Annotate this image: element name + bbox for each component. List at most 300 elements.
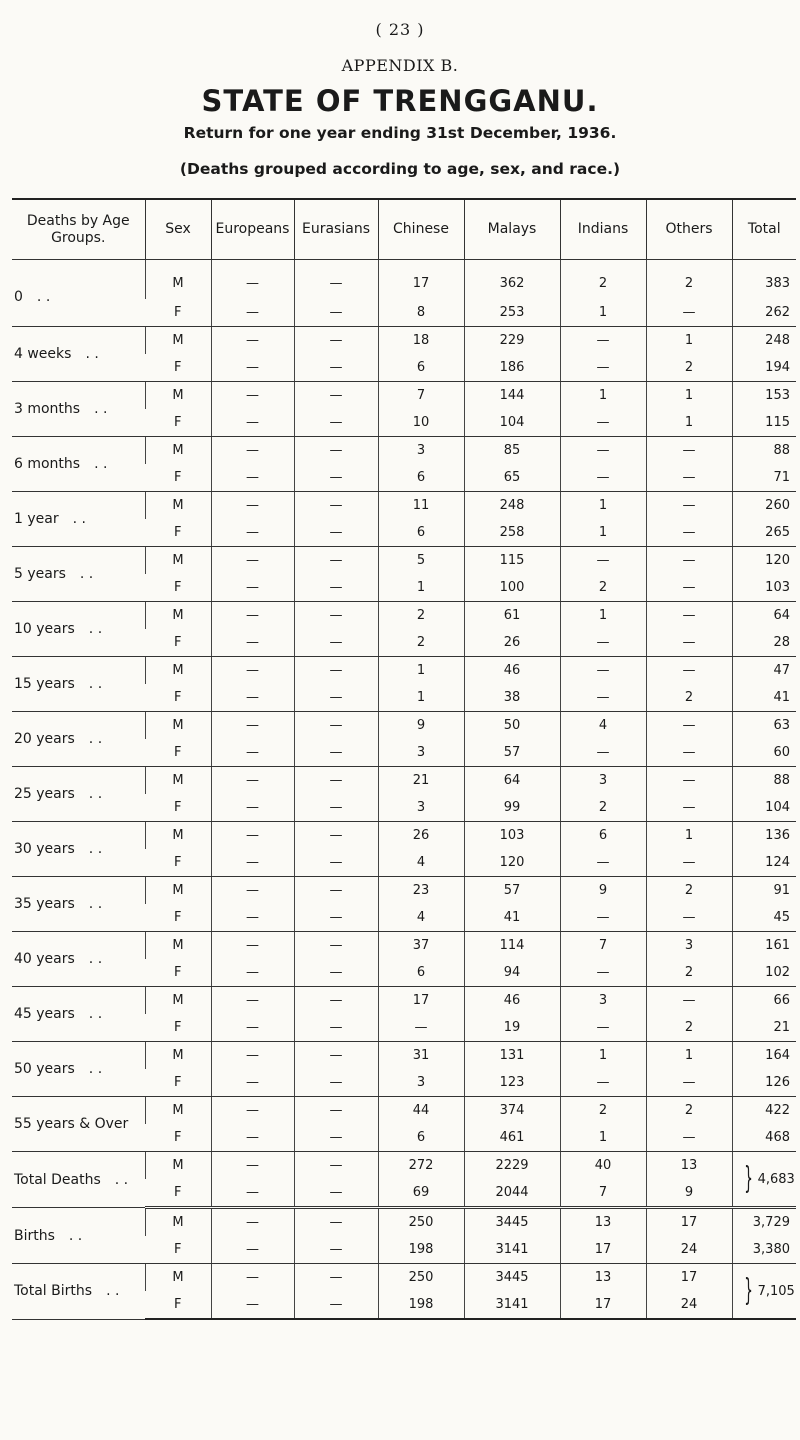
age-group-text: 15 years [14,676,75,692]
combined-total-value: 7,105 [757,1283,795,1299]
value-cell: 3 [378,437,464,465]
table-row [12,1152,796,1180]
age-group-label [12,1042,145,1097]
value-cell: 1 [560,1042,646,1070]
value-cell: 21 [732,1014,796,1042]
table-row [12,602,796,630]
value-cell: — [560,657,646,685]
value-cell: — [646,547,732,575]
age-group-text: 50 years [14,1061,75,1077]
table-row [12,1097,796,1125]
age-group-text: 20 years [14,731,75,747]
value-cell: 13 [560,1264,646,1292]
value-cell: — [211,437,294,465]
column-header: Total [732,199,796,260]
value-cell: 40 [560,1152,646,1180]
leader-dots: . . [88,1006,103,1022]
value-cell: 1 [560,519,646,547]
value-cell: — [211,519,294,547]
value-cell: 18 [378,327,464,355]
table-row [12,657,796,685]
value-cell: 38 [464,684,560,712]
value-cell: — [560,1069,646,1097]
value-cell: 57 [464,877,560,905]
sex-cell: M [145,547,211,575]
value-cell: 64 [464,767,560,795]
value-cell: — [211,849,294,877]
value-cell: — [211,904,294,932]
leader-dots: . . [72,511,86,527]
value-cell: — [211,327,294,355]
value-cell: 115 [464,547,560,575]
value-cell: — [211,260,294,300]
sex-cell: F [145,574,211,602]
value-cell: 115 [732,409,796,437]
age-group-text: 55 years & Over [14,1116,129,1132]
value-cell: 26 [464,629,560,657]
value-cell: 8 [378,299,464,327]
age-group-text: 25 years [14,786,75,802]
sex-cell: F [145,849,211,877]
value-cell: — [211,1124,294,1152]
value-cell: — [646,437,732,465]
age-group-text: 3 months [14,401,81,417]
value-cell: 2 [646,959,732,987]
sex-cell: M [145,712,211,740]
age-group-label [12,767,145,822]
value-cell: 17 [646,1264,732,1292]
value-cell: 85 [464,437,560,465]
value-cell: 194 [732,354,796,382]
combined-total-cell [732,1264,796,1320]
value-cell: 2 [646,1097,732,1125]
sex-cell: M [145,1264,211,1292]
value-cell: — [294,1291,378,1319]
page-number: ( 23 ) [375,20,425,39]
sex-cell: F [145,959,211,987]
age-group-text: 30 years [14,841,75,857]
age-group-text: 35 years [14,896,75,912]
value-cell: — [294,932,378,960]
sex-cell: M [145,657,211,685]
value-cell: 1 [378,657,464,685]
table-row [12,260,796,300]
value-cell: — [211,1208,294,1237]
value-cell: — [294,299,378,327]
value-cell: 3 [378,794,464,822]
value-cell: 1 [646,327,732,355]
value-cell: 17 [378,260,464,300]
value-cell: 126 [732,1069,796,1097]
sex-cell: F [145,1179,211,1208]
value-cell: 198 [378,1291,464,1319]
value-cell: 250 [378,1208,464,1237]
value-cell: 468 [732,1124,796,1152]
sex-cell: M [145,437,211,465]
value-cell: 1 [646,382,732,410]
value-cell: 272 [378,1152,464,1180]
age-group-text: 40 years [14,951,75,967]
value-cell: — [294,519,378,547]
age-group-text: 0 [14,289,23,305]
age-group-text: 6 months [14,456,81,472]
value-cell: — [294,1014,378,1042]
value-cell: 3 [560,767,646,795]
value-cell: 103 [464,822,560,850]
value-cell: — [211,547,294,575]
value-cell: — [211,684,294,712]
sex-cell: F [145,629,211,657]
value-cell: 69 [378,1179,464,1208]
value-cell: — [646,602,732,630]
age-group-text: 10 years [14,621,75,637]
value-cell: — [294,739,378,767]
value-cell: 23 [378,877,464,905]
value-cell: 164 [732,1042,796,1070]
value-cell: — [211,1097,294,1125]
value-cell: 46 [464,987,560,1015]
value-cell: — [646,574,732,602]
value-cell: 7 [378,382,464,410]
age-group-text: 5 years [14,566,66,582]
value-cell: 1 [378,684,464,712]
sex-cell: F [145,519,211,547]
value-cell: — [560,684,646,712]
value-cell: 198 [378,1236,464,1264]
value-cell: 161 [732,932,796,960]
value-cell: 94 [464,959,560,987]
value-cell: — [294,877,378,905]
value-cell: 28 [732,629,796,657]
value-cell: — [211,767,294,795]
value-cell: 229 [464,327,560,355]
value-cell: 374 [464,1097,560,1125]
value-cell: 3 [646,932,732,960]
sex-cell: M [145,260,211,300]
sex-cell: M [145,932,211,960]
value-cell: — [646,629,732,657]
value-cell: — [646,794,732,822]
value-cell: — [211,932,294,960]
table-row [12,822,796,850]
value-cell: — [211,1069,294,1097]
value-cell: 57 [464,739,560,767]
age-group-label [12,1097,145,1152]
value-cell: — [560,354,646,382]
column-header: Eurasians [294,199,378,260]
value-cell: 265 [732,519,796,547]
sex-cell: M [145,987,211,1015]
value-cell: 37 [378,932,464,960]
value-cell: — [211,794,294,822]
age-group-label [12,712,145,767]
value-cell: — [646,1069,732,1097]
value-cell: — [211,712,294,740]
column-header: Deaths by Age Groups. [12,199,145,260]
value-cell: — [294,327,378,355]
age-group-text: 1 year [14,511,59,527]
sex-cell: F [145,794,211,822]
value-cell: 422 [732,1097,796,1125]
value-cell: 131 [464,1042,560,1070]
leader-dots: . . [88,951,103,967]
table-row [12,987,796,1015]
value-cell: — [211,1264,294,1292]
value-cell: — [646,492,732,520]
leader-dots: . . [94,456,108,472]
value-cell: 88 [732,437,796,465]
value-cell: — [211,1152,294,1180]
value-cell: — [294,354,378,382]
table-row [12,382,796,410]
value-cell: 2 [560,260,646,300]
age-group-text: 45 years [14,1006,75,1022]
value-cell: — [646,849,732,877]
value-cell: — [294,904,378,932]
value-cell: 7 [560,1179,646,1208]
age-group-label [12,260,145,327]
value-cell: 120 [732,547,796,575]
brace-icon: } [743,1161,753,1196]
value-cell: 5 [378,547,464,575]
leader-dots: . . [94,401,108,417]
page-title: STATE OF TRENGGANU. [201,84,599,118]
value-cell: 1 [560,602,646,630]
value-cell: — [294,1097,378,1125]
value-cell: 44 [378,1097,464,1125]
value-cell: — [211,574,294,602]
column-header: Malays [464,199,560,260]
table-row [12,492,796,520]
value-cell: 24 [646,1291,732,1319]
value-cell: — [211,602,294,630]
value-cell: — [294,629,378,657]
value-cell: 17 [560,1291,646,1319]
value-cell: 41 [464,904,560,932]
value-cell: — [211,492,294,520]
age-group-label [12,382,145,437]
value-cell: 3 [378,739,464,767]
value-cell: 2 [646,260,732,300]
value-cell: 1 [560,492,646,520]
value-cell: — [646,519,732,547]
value-cell: 258 [464,519,560,547]
value-cell: — [646,657,732,685]
value-cell: 2 [646,354,732,382]
value-cell: 3141 [464,1236,560,1264]
value-cell: 17 [646,1208,732,1237]
value-cell: 1 [646,1042,732,1070]
value-cell: — [211,1236,294,1264]
value-cell: 6 [378,464,464,492]
leader-dots: . . [79,566,94,582]
value-cell: — [378,1014,464,1042]
value-cell: 260 [732,492,796,520]
value-cell: 1 [646,409,732,437]
appendix-label: APPENDIX B. [341,56,459,75]
table-row [12,437,796,465]
sex-cell: M [145,382,211,410]
column-header: Chinese [378,199,464,260]
column-header: Indians [560,199,646,260]
value-cell: 63 [732,712,796,740]
value-cell: — [560,904,646,932]
value-cell: 91 [732,877,796,905]
value-cell: 100 [464,574,560,602]
age-group-label [12,932,145,987]
value-cell: — [294,464,378,492]
value-cell: 4 [378,849,464,877]
value-cell: 7 [560,932,646,960]
value-cell: — [560,409,646,437]
combined-total-cell [732,1152,796,1208]
value-cell: — [294,987,378,1015]
leader-dots: . . [88,676,103,692]
value-cell: — [294,684,378,712]
age-group-label [12,602,145,657]
table-row [12,547,796,575]
value-cell: 1 [560,382,646,410]
table-header-row [12,199,796,260]
leader-dots: . . [36,289,51,305]
value-cell: — [294,794,378,822]
column-header: Sex [145,199,211,260]
value-cell: 60 [732,739,796,767]
value-cell: 3445 [464,1208,560,1237]
value-cell: 64 [732,602,796,630]
value-cell: — [211,1179,294,1208]
leader-dots: . . [88,621,103,637]
value-cell: — [560,849,646,877]
leader-dots: . . [106,1283,120,1300]
table-row [12,712,796,740]
value-cell: 2 [378,629,464,657]
value-cell: 2 [646,877,732,905]
sex-cell: M [145,1152,211,1180]
age-group-label [12,987,145,1042]
value-cell: 1 [560,299,646,327]
combined-total-value: 4,683 [757,1171,795,1187]
value-cell: — [560,464,646,492]
value-cell: — [294,409,378,437]
value-cell: — [211,1014,294,1042]
sex-cell: F [145,904,211,932]
sex-cell: F [145,1291,211,1319]
value-cell: 3 [560,987,646,1015]
value-cell: 6 [378,1124,464,1152]
value-cell: 10 [378,409,464,437]
value-cell: 6 [560,822,646,850]
age-group-label [12,877,145,932]
leader-dots: . . [114,1171,129,1188]
sex-cell: M [145,1208,211,1237]
value-cell: 4 [560,712,646,740]
value-cell: — [211,1291,294,1319]
sex-cell: M [145,1042,211,1070]
value-cell: — [560,437,646,465]
value-cell: — [294,822,378,850]
value-cell: 144 [464,382,560,410]
value-cell: — [211,382,294,410]
sex-cell: F [145,684,211,712]
age-group-label [12,1208,145,1264]
value-cell: — [646,904,732,932]
age-group-label [12,327,145,382]
value-cell: 3 [378,1069,464,1097]
value-cell: 88 [732,767,796,795]
value-cell: 9 [646,1179,732,1208]
value-cell: — [211,877,294,905]
value-cell: 3445 [464,1264,560,1292]
value-cell: 66 [732,987,796,1015]
age-group-text: Total Births [14,1283,93,1300]
sex-cell: M [145,767,211,795]
value-cell: 248 [732,327,796,355]
value-cell: — [560,739,646,767]
value-cell: 1 [378,574,464,602]
value-cell: 248 [464,492,560,520]
age-group-label [12,1264,145,1320]
sex-cell: M [145,1097,211,1125]
column-header: Others [646,199,732,260]
value-cell: — [646,712,732,740]
age-group-label [12,547,145,602]
value-cell: 250 [378,1264,464,1292]
value-cell: — [560,327,646,355]
value-cell: — [294,1069,378,1097]
page-subtitle-2: (Deaths grouped according to age, sex, and race.) [179,160,621,178]
value-cell: 2 [560,574,646,602]
value-cell: 2 [560,1097,646,1125]
value-cell: — [211,657,294,685]
value-cell: — [211,409,294,437]
value-cell: 103 [732,574,796,602]
leader-dots: . . [88,841,103,857]
value-cell: 71 [732,464,796,492]
value-cell: — [294,1042,378,1070]
age-group-label [12,657,145,712]
table-row [12,1264,796,1292]
value-cell: 1 [646,822,732,850]
value-cell: — [646,1124,732,1152]
sex-cell: M [145,822,211,850]
value-cell: 123 [464,1069,560,1097]
value-cell: 104 [732,794,796,822]
value-cell: — [294,382,378,410]
deaths-table [12,198,796,1320]
table-row [12,327,796,355]
value-cell: 13 [560,1208,646,1237]
value-cell: 24 [646,1236,732,1264]
value-cell: 6 [378,354,464,382]
table-row [12,1208,796,1237]
value-cell: 13 [646,1152,732,1180]
value-cell: — [294,657,378,685]
value-cell: — [294,602,378,630]
leader-dots: . . [85,346,99,362]
value-cell: 46 [464,657,560,685]
value-cell: — [294,959,378,987]
value-cell: 2 [378,602,464,630]
value-cell: — [211,629,294,657]
value-cell: 253 [464,299,560,327]
value-cell: 9 [378,712,464,740]
age-group-text: Total Deaths [14,1171,101,1188]
value-cell: 9 [560,877,646,905]
value-cell: — [294,547,378,575]
leader-dots: . . [88,1061,103,1077]
value-cell: — [294,492,378,520]
